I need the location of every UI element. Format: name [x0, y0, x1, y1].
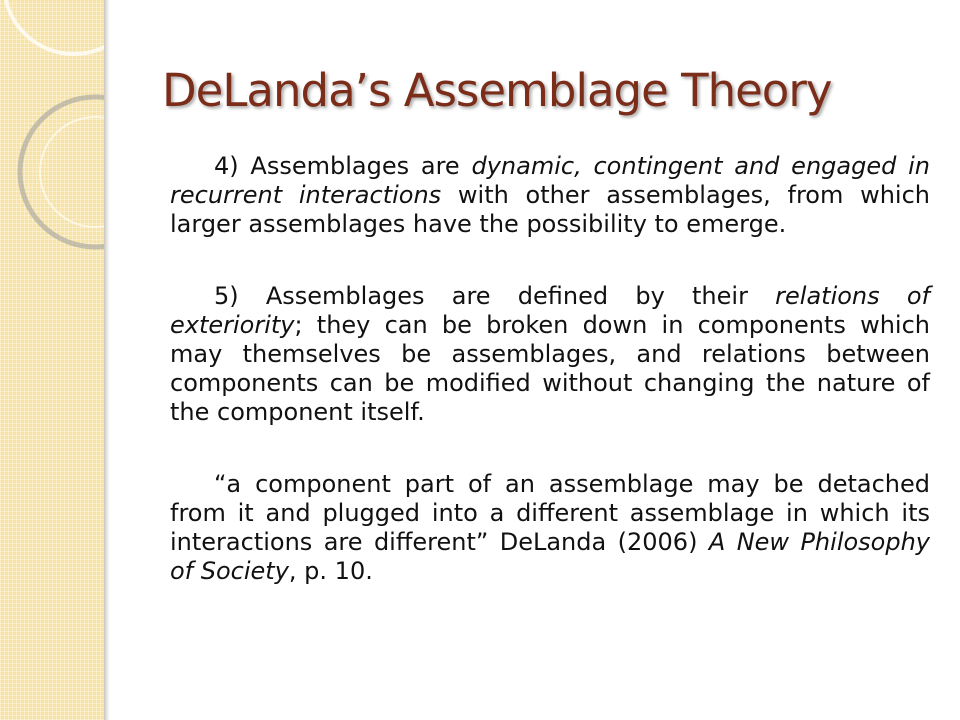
side-band-edge	[104, 0, 110, 720]
decorative-side-band	[0, 0, 104, 720]
paragraph-point-4	[170, 152, 930, 239]
paragraph-point-5	[170, 282, 930, 427]
paragraph-5-text-1: 5) Assemblages are defined by their	[214, 282, 776, 310]
slide-content	[170, 152, 930, 586]
paragraph-4-text-2: with other assemblages, from which larger assemblages have the possibility to emerge.	[170, 181, 930, 238]
quote-page-ref: , p. 10.	[288, 557, 373, 585]
paragraph-5-italic-1: relations of exteriority	[170, 282, 930, 339]
paragraph-4-italic-1: dynamic, contingent and engaged in recurrent interactions	[170, 152, 930, 209]
decorative-circle-middle	[20, 97, 104, 247]
paragraph-4-text-1: 4) Assemblages are	[214, 152, 472, 180]
decorative-circle-inner	[40, 117, 104, 227]
slide-title: DeLanda’s Assemblage Theory	[162, 64, 832, 117]
quote-text: “a component part of an assemblage may be detached from it and plugged into a different assemblage in which its interactions are different” DeLanda (2006)	[170, 470, 930, 556]
decorative-circle-top	[4, 0, 104, 54]
decorative-circles	[0, 0, 104, 720]
quote-book-title: A New Philosophy of Society	[170, 528, 931, 585]
paragraph-5-text-2: ; they can be broken down in components which may themselves be assemblages, and relations between components can be modified without changing the nature of the component itself.	[170, 311, 930, 426]
paragraph-quote	[170, 470, 930, 586]
